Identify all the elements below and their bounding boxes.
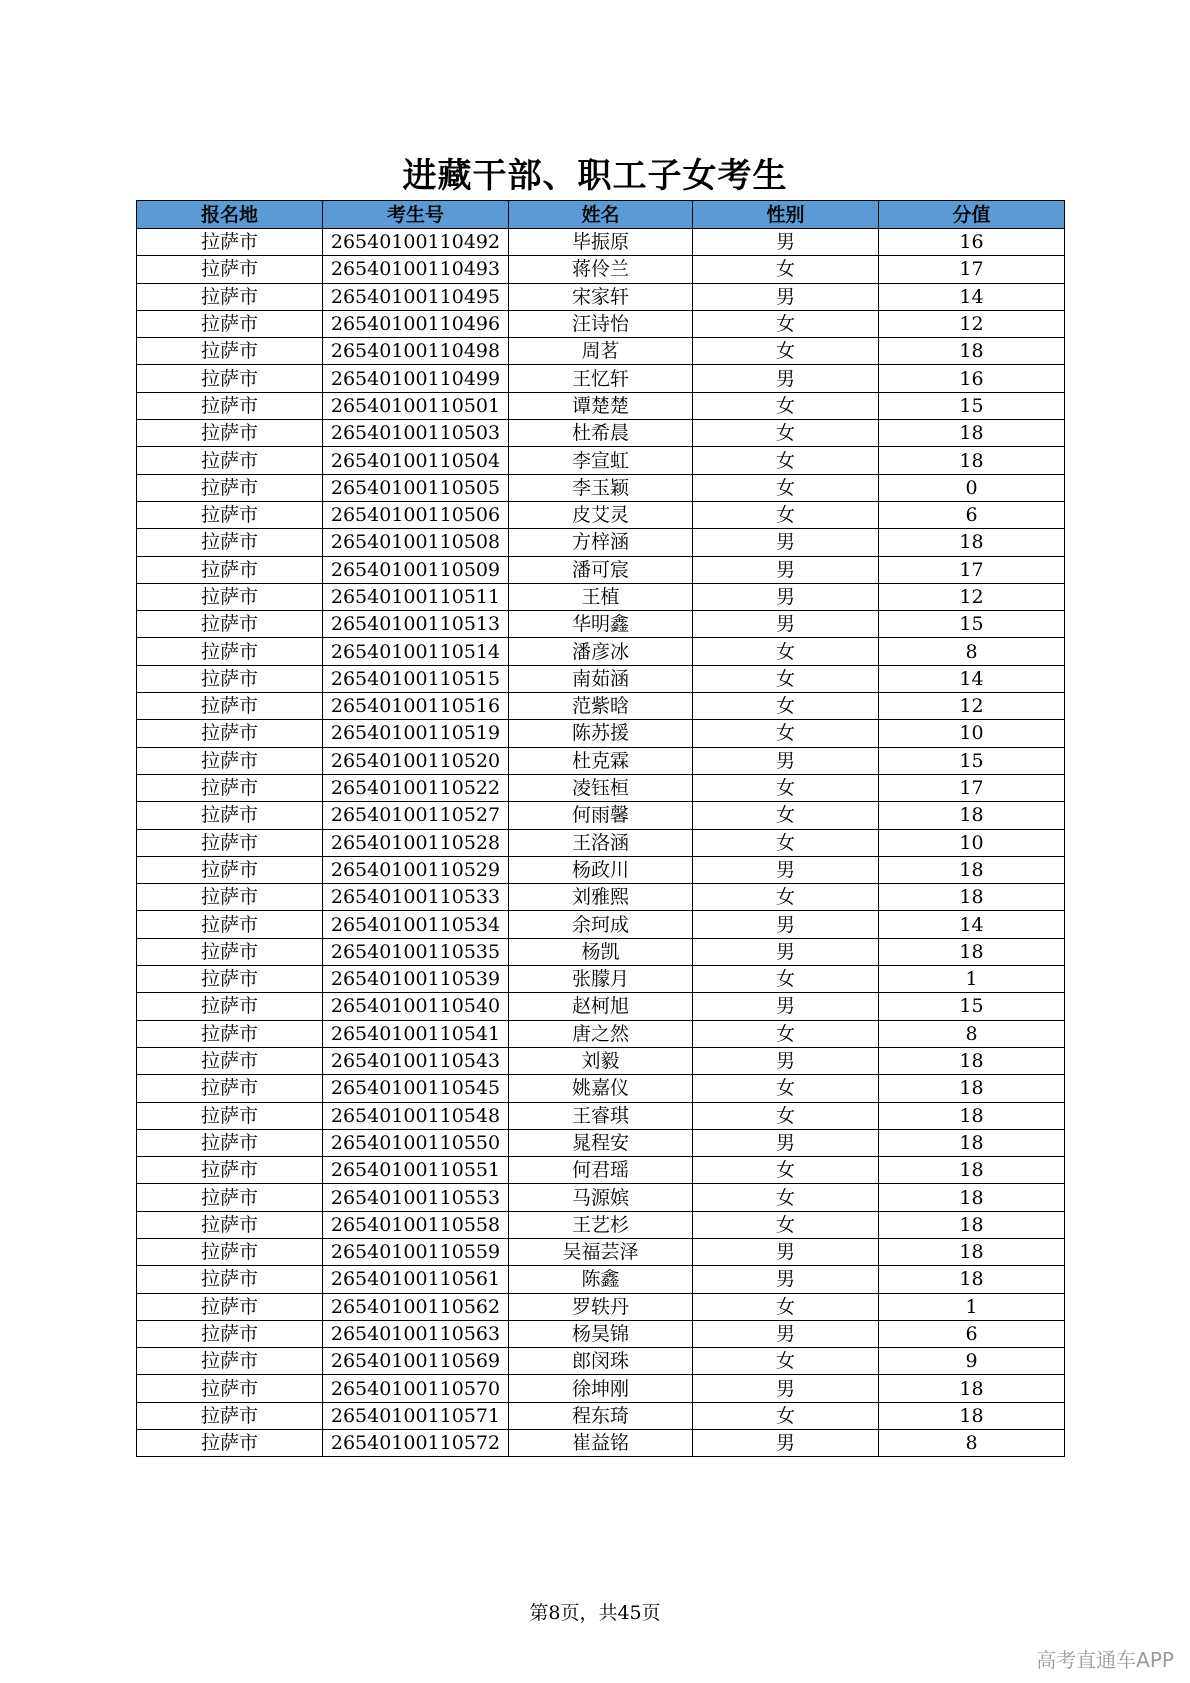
gender-cell: 男 [693, 1266, 879, 1293]
table-row [137, 256, 1065, 283]
table-row [137, 966, 1065, 993]
candidate-number-cell: 26540100110499 [323, 365, 509, 392]
table-row [137, 774, 1065, 801]
watermark: 高考直通车APP [1036, 1648, 1174, 1672]
table-row [137, 665, 1065, 692]
table-row [137, 310, 1065, 337]
table-row [137, 638, 1065, 665]
score-cell: 18 [879, 338, 1065, 365]
candidate-number-cell: 26540100110503 [323, 420, 509, 447]
registration-place-cell: 拉萨市 [137, 884, 323, 911]
table-row [137, 583, 1065, 610]
gender-cell: 女 [693, 420, 879, 447]
score-cell: 18 [879, 529, 1065, 556]
score-cell: 18 [879, 1211, 1065, 1238]
name-cell: 何雨馨 [509, 802, 693, 829]
candidate-number-cell: 26540100110509 [323, 556, 509, 583]
table-row [137, 911, 1065, 938]
table-row [137, 720, 1065, 747]
score-cell: 9 [879, 1348, 1065, 1375]
score-cell: 18 [879, 420, 1065, 447]
registration-place-cell: 拉萨市 [137, 283, 323, 310]
candidate-number-cell: 26540100110571 [323, 1402, 509, 1429]
score-cell: 14 [879, 665, 1065, 692]
gender-cell: 男 [693, 1320, 879, 1347]
score-cell: 18 [879, 1184, 1065, 1211]
candidate-number-cell: 26540100110535 [323, 938, 509, 965]
registration-place-cell: 拉萨市 [137, 665, 323, 692]
gender-cell: 女 [693, 447, 879, 474]
name-cell: 南茹涵 [509, 665, 693, 692]
name-cell: 罗轶丹 [509, 1293, 693, 1320]
name-cell: 王忆轩 [509, 365, 693, 392]
score-cell: 10 [879, 720, 1065, 747]
page-number: 第8页，共45页 [529, 1602, 661, 1624]
table-row [137, 1430, 1065, 1457]
name-cell: 李玉颖 [509, 474, 693, 501]
candidate-number-cell: 26540100110553 [323, 1184, 509, 1211]
registration-place-cell: 拉萨市 [137, 1320, 323, 1347]
score-cell: 16 [879, 229, 1065, 256]
name-cell: 杨凯 [509, 938, 693, 965]
gender-cell: 男 [693, 1047, 879, 1074]
candidate-number-cell: 26540100110539 [323, 966, 509, 993]
registration-place-cell: 拉萨市 [137, 856, 323, 883]
candidate-number-cell: 26540100110569 [323, 1348, 509, 1375]
gender-cell: 女 [693, 1184, 879, 1211]
name-cell: 杜希晨 [509, 420, 693, 447]
name-cell: 何君瑶 [509, 1157, 693, 1184]
score-cell: 6 [879, 1320, 1065, 1347]
candidate-number-cell: 26540100110501 [323, 392, 509, 419]
name-cell: 王艺杉 [509, 1211, 693, 1238]
candidate-number-cell: 26540100110548 [323, 1102, 509, 1129]
registration-place-cell: 拉萨市 [137, 420, 323, 447]
registration-place-cell: 拉萨市 [137, 556, 323, 583]
registration-place-cell: 拉萨市 [137, 474, 323, 501]
gender-cell: 女 [693, 256, 879, 283]
table-row [137, 1266, 1065, 1293]
table-row [137, 1157, 1065, 1184]
candidate-number-cell: 26540100110522 [323, 774, 509, 801]
table-row [137, 1348, 1065, 1375]
score-cell: 18 [879, 1238, 1065, 1265]
gender-cell: 男 [693, 529, 879, 556]
score-cell: 0 [879, 474, 1065, 501]
score-cell: 15 [879, 747, 1065, 774]
candidate-number-cell: 26540100110508 [323, 529, 509, 556]
table-row [137, 420, 1065, 447]
table-row [137, 1402, 1065, 1429]
table-row [137, 884, 1065, 911]
page-title: 进藏干部、职工子女考生 [402, 156, 788, 196]
gender-cell: 男 [693, 1129, 879, 1156]
gender-cell: 男 [693, 1238, 879, 1265]
score-cell: 12 [879, 583, 1065, 610]
registration-place-cell: 拉萨市 [137, 802, 323, 829]
registration-place-cell: 拉萨市 [137, 1157, 323, 1184]
gender-cell: 女 [693, 720, 879, 747]
registration-place-cell: 拉萨市 [137, 720, 323, 747]
gender-cell: 女 [693, 774, 879, 801]
score-cell: 15 [879, 611, 1065, 638]
table-row [137, 1320, 1065, 1347]
name-cell: 刘雅熙 [509, 884, 693, 911]
candidate-number-cell: 26540100110495 [323, 283, 509, 310]
registration-place-cell: 拉萨市 [137, 966, 323, 993]
table-row [137, 1047, 1065, 1074]
name-cell: 凌钰桓 [509, 774, 693, 801]
registration-place-cell: 拉萨市 [137, 1075, 323, 1102]
candidate-number-cell: 26540100110533 [323, 884, 509, 911]
gender-cell: 男 [693, 911, 879, 938]
candidate-number-cell: 26540100110559 [323, 1238, 509, 1265]
gender-cell: 女 [693, 665, 879, 692]
gender-cell: 女 [693, 1402, 879, 1429]
score-cell: 16 [879, 365, 1065, 392]
name-cell: 汪诗怡 [509, 310, 693, 337]
gender-cell: 女 [693, 1157, 879, 1184]
score-cell: 8 [879, 638, 1065, 665]
name-cell: 杨昊锦 [509, 1320, 693, 1347]
candidate-number-cell: 26540100110527 [323, 802, 509, 829]
gender-cell: 男 [693, 747, 879, 774]
score-cell: 17 [879, 556, 1065, 583]
candidate-number-cell: 26540100110558 [323, 1211, 509, 1238]
score-cell: 18 [879, 1402, 1065, 1429]
gender-cell: 女 [693, 884, 879, 911]
table-row [137, 1293, 1065, 1320]
gender-cell: 女 [693, 1293, 879, 1320]
score-cell: 15 [879, 993, 1065, 1020]
gender-cell: 女 [693, 638, 879, 665]
table-row [137, 1020, 1065, 1047]
gender-cell: 男 [693, 938, 879, 965]
name-cell: 宋家轩 [509, 283, 693, 310]
gender-cell: 女 [693, 392, 879, 419]
table-row [137, 365, 1065, 392]
table-row [137, 447, 1065, 474]
registration-place-cell: 拉萨市 [137, 1266, 323, 1293]
gender-cell: 男 [693, 1375, 879, 1402]
score-cell: 18 [879, 938, 1065, 965]
name-cell: 王睿琪 [509, 1102, 693, 1129]
candidate-number-cell: 26540100110492 [323, 229, 509, 256]
table-row [137, 1129, 1065, 1156]
registration-place-cell: 拉萨市 [137, 1129, 323, 1156]
candidate-number-cell: 26540100110561 [323, 1266, 509, 1293]
table-row [137, 747, 1065, 774]
registration-place-cell: 拉萨市 [137, 256, 323, 283]
name-cell: 蒋伶兰 [509, 256, 693, 283]
score-cell: 17 [879, 256, 1065, 283]
name-cell: 陈鑫 [509, 1266, 693, 1293]
name-cell: 晁程安 [509, 1129, 693, 1156]
score-cell: 18 [879, 802, 1065, 829]
score-cell: 12 [879, 310, 1065, 337]
registration-place-cell: 拉萨市 [137, 1293, 323, 1320]
gender-cell: 男 [693, 1430, 879, 1457]
name-cell: 华明鑫 [509, 611, 693, 638]
candidate-number-cell: 26540100110570 [323, 1375, 509, 1402]
registration-place-cell: 拉萨市 [137, 774, 323, 801]
header-score: 分值 [879, 201, 1065, 229]
registration-place-cell: 拉萨市 [137, 1238, 323, 1265]
gender-cell: 女 [693, 829, 879, 856]
registration-place-cell: 拉萨市 [137, 365, 323, 392]
table-body [137, 229, 1065, 1457]
score-cell: 15 [879, 392, 1065, 419]
score-cell: 1 [879, 966, 1065, 993]
candidate-number-cell: 26540100110543 [323, 1047, 509, 1074]
name-cell: 吴福芸泽 [509, 1238, 693, 1265]
table-row [137, 229, 1065, 256]
score-cell: 8 [879, 1020, 1065, 1047]
registration-place-cell: 拉萨市 [137, 501, 323, 528]
name-cell: 徐坤刚 [509, 1375, 693, 1402]
name-cell: 谭楚楚 [509, 392, 693, 419]
name-cell: 陈苏援 [509, 720, 693, 747]
gender-cell: 男 [693, 283, 879, 310]
candidate-number-cell: 26540100110529 [323, 856, 509, 883]
name-cell: 刘毅 [509, 1047, 693, 1074]
score-cell: 18 [879, 884, 1065, 911]
registration-place-cell: 拉萨市 [137, 747, 323, 774]
name-cell: 方梓涵 [509, 529, 693, 556]
header-name: 姓名 [509, 201, 693, 229]
registration-place-cell: 拉萨市 [137, 993, 323, 1020]
registration-place-cell: 拉萨市 [137, 693, 323, 720]
candidate-number-cell: 26540100110498 [323, 338, 509, 365]
name-cell: 周茗 [509, 338, 693, 365]
name-cell: 崔益铭 [509, 1430, 693, 1457]
name-cell: 潘可宸 [509, 556, 693, 583]
score-cell: 18 [879, 1157, 1065, 1184]
name-cell: 杨政川 [509, 856, 693, 883]
score-cell: 18 [879, 1129, 1065, 1156]
registration-place-cell: 拉萨市 [137, 1430, 323, 1457]
table-row [137, 283, 1065, 310]
gender-cell: 男 [693, 583, 879, 610]
candidate-table [136, 200, 1065, 1457]
name-cell: 毕振原 [509, 229, 693, 256]
table-row [137, 1211, 1065, 1238]
registration-place-cell: 拉萨市 [137, 1184, 323, 1211]
candidate-number-cell: 26540100110540 [323, 993, 509, 1020]
registration-place-cell: 拉萨市 [137, 829, 323, 856]
registration-place-cell: 拉萨市 [137, 310, 323, 337]
candidate-number-cell: 26540100110572 [323, 1430, 509, 1457]
registration-place-cell: 拉萨市 [137, 1102, 323, 1129]
name-cell: 王植 [509, 583, 693, 610]
registration-place-cell: 拉萨市 [137, 1020, 323, 1047]
registration-place-cell: 拉萨市 [137, 447, 323, 474]
candidate-number-cell: 26540100110545 [323, 1075, 509, 1102]
table-row [137, 1184, 1065, 1211]
candidate-number-cell: 26540100110551 [323, 1157, 509, 1184]
registration-place-cell: 拉萨市 [137, 338, 323, 365]
name-cell: 余珂成 [509, 911, 693, 938]
score-cell: 14 [879, 283, 1065, 310]
table-row [137, 1375, 1065, 1402]
registration-place-cell: 拉萨市 [137, 1047, 323, 1074]
gender-cell: 男 [693, 856, 879, 883]
table-row [137, 556, 1065, 583]
candidate-number-cell: 26540100110496 [323, 310, 509, 337]
score-cell: 12 [879, 693, 1065, 720]
name-cell: 杜克霖 [509, 747, 693, 774]
name-cell: 程东琦 [509, 1402, 693, 1429]
gender-cell: 女 [693, 1348, 879, 1375]
registration-place-cell: 拉萨市 [137, 583, 323, 610]
score-cell: 18 [879, 1102, 1065, 1129]
table-row [137, 993, 1065, 1020]
candidate-number-cell: 26540100110519 [323, 720, 509, 747]
name-cell: 王洛涵 [509, 829, 693, 856]
score-cell: 18 [879, 856, 1065, 883]
gender-cell: 女 [693, 338, 879, 365]
table-row [137, 1238, 1065, 1265]
candidate-number-cell: 26540100110504 [323, 447, 509, 474]
registration-place-cell: 拉萨市 [137, 1211, 323, 1238]
table-row [137, 611, 1065, 638]
gender-cell: 女 [693, 310, 879, 337]
table-row [137, 474, 1065, 501]
gender-cell: 女 [693, 1211, 879, 1238]
header-gender: 性别 [693, 201, 879, 229]
name-cell: 郎闵珠 [509, 1348, 693, 1375]
score-cell: 18 [879, 1075, 1065, 1102]
gender-cell: 女 [693, 802, 879, 829]
table-row [137, 338, 1065, 365]
gender-cell: 女 [693, 1075, 879, 1102]
gender-cell: 女 [693, 693, 879, 720]
candidate-number-cell: 26540100110520 [323, 747, 509, 774]
name-cell: 张朦月 [509, 966, 693, 993]
table-row [137, 501, 1065, 528]
table-header-row [137, 201, 1065, 229]
table-row [137, 1075, 1065, 1102]
name-cell: 赵柯旭 [509, 993, 693, 1020]
gender-cell: 女 [693, 1020, 879, 1047]
registration-place-cell: 拉萨市 [137, 638, 323, 665]
score-cell: 6 [879, 501, 1065, 528]
name-cell: 李宣虹 [509, 447, 693, 474]
candidate-number-cell: 26540100110514 [323, 638, 509, 665]
gender-cell: 男 [693, 365, 879, 392]
registration-place-cell: 拉萨市 [137, 229, 323, 256]
candidate-number-cell: 26540100110528 [323, 829, 509, 856]
table-row [137, 938, 1065, 965]
table-row [137, 829, 1065, 856]
candidate-number-cell: 26540100110562 [323, 1293, 509, 1320]
name-cell: 范紫晗 [509, 693, 693, 720]
gender-cell: 男 [693, 993, 879, 1020]
candidate-number-cell: 26540100110511 [323, 583, 509, 610]
registration-place-cell: 拉萨市 [137, 1348, 323, 1375]
candidate-number-cell: 26540100110563 [323, 1320, 509, 1347]
score-cell: 18 [879, 1266, 1065, 1293]
score-cell: 18 [879, 447, 1065, 474]
table-row [137, 802, 1065, 829]
registration-place-cell: 拉萨市 [137, 1375, 323, 1402]
table-row [137, 856, 1065, 883]
score-cell: 1 [879, 1293, 1065, 1320]
name-cell: 皮艾灵 [509, 501, 693, 528]
candidate-number-cell: 26540100110550 [323, 1129, 509, 1156]
candidate-number-cell: 26540100110506 [323, 501, 509, 528]
score-cell: 18 [879, 1375, 1065, 1402]
registration-place-cell: 拉萨市 [137, 392, 323, 419]
header-candidate-number: 考生号 [323, 201, 509, 229]
table-row [137, 1102, 1065, 1129]
score-cell: 8 [879, 1430, 1065, 1457]
candidate-number-cell: 26540100110534 [323, 911, 509, 938]
name-cell: 潘彦冰 [509, 638, 693, 665]
name-cell: 马源嫔 [509, 1184, 693, 1211]
table-row [137, 693, 1065, 720]
name-cell: 姚嘉仪 [509, 1075, 693, 1102]
candidate-number-cell: 26540100110493 [323, 256, 509, 283]
registration-place-cell: 拉萨市 [137, 938, 323, 965]
header-registration-place: 报名地 [137, 201, 323, 229]
registration-place-cell: 拉萨市 [137, 911, 323, 938]
score-cell: 14 [879, 911, 1065, 938]
gender-cell: 女 [693, 501, 879, 528]
candidate-number-cell: 26540100110516 [323, 693, 509, 720]
candidate-number-cell: 26540100110505 [323, 474, 509, 501]
table-row [137, 392, 1065, 419]
candidate-number-cell: 26540100110515 [323, 665, 509, 692]
candidate-number-cell: 26540100110513 [323, 611, 509, 638]
candidate-number-cell: 26540100110541 [323, 1020, 509, 1047]
registration-place-cell: 拉萨市 [137, 611, 323, 638]
gender-cell: 男 [693, 229, 879, 256]
gender-cell: 女 [693, 1102, 879, 1129]
registration-place-cell: 拉萨市 [137, 529, 323, 556]
score-cell: 10 [879, 829, 1065, 856]
gender-cell: 女 [693, 966, 879, 993]
gender-cell: 男 [693, 556, 879, 583]
gender-cell: 男 [693, 611, 879, 638]
table-row [137, 529, 1065, 556]
registration-place-cell: 拉萨市 [137, 1402, 323, 1429]
gender-cell: 女 [693, 474, 879, 501]
score-cell: 17 [879, 774, 1065, 801]
name-cell: 唐之然 [509, 1020, 693, 1047]
score-cell: 18 [879, 1047, 1065, 1074]
